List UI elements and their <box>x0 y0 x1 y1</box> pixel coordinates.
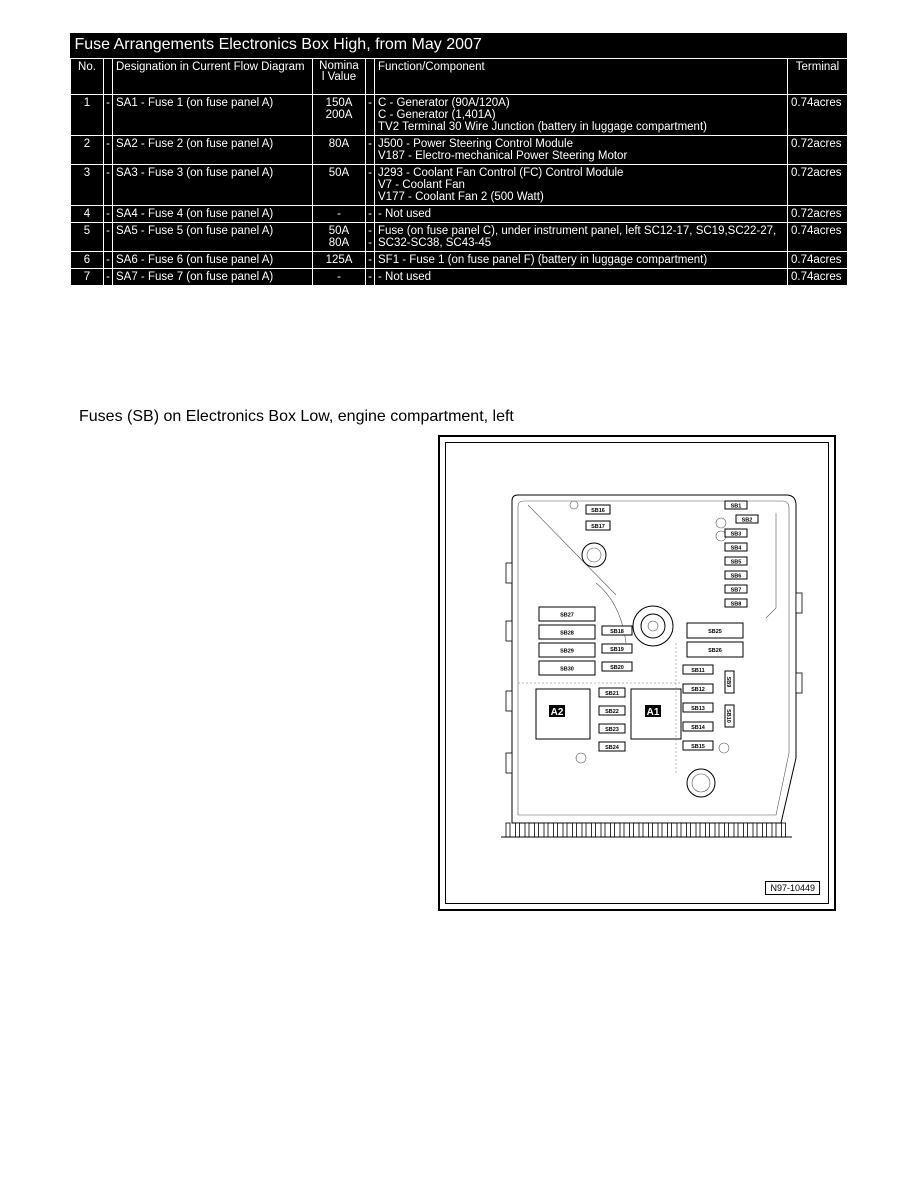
table-row <box>71 165 848 206</box>
header-terminal: Terminal <box>788 59 848 95</box>
cell-terminal: 0.72acres <box>788 165 848 206</box>
center-post-hub <box>648 621 658 631</box>
table-row <box>71 136 848 165</box>
header-spacer <box>104 59 113 95</box>
cell-function <box>375 95 788 136</box>
connector-pin <box>506 823 510 837</box>
fuse-sb9: SB9 <box>725 676 731 688</box>
cell-dash: - <box>104 95 113 136</box>
fuse-sb10: SB10 <box>725 709 731 723</box>
nominal-value-line: 150A <box>325 97 353 109</box>
connector-pin <box>554 823 558 837</box>
cell-terminal: 0.74acres <box>788 252 848 269</box>
cell-nominal-value <box>313 136 366 165</box>
center-post-inner <box>641 614 665 638</box>
connector-pin <box>611 823 615 837</box>
fuse-sb27: SB27 <box>560 612 574 619</box>
cell-no: 1 <box>71 95 104 136</box>
cell-nominal-value <box>313 269 366 286</box>
connector-pin <box>744 823 748 837</box>
small-hole <box>576 753 586 763</box>
connector-pin <box>696 823 700 837</box>
mount-hole <box>582 543 606 567</box>
cell-designation: SA5 - Fuse 5 (on fuse panel A) <box>113 223 313 252</box>
connector-pin <box>592 823 596 837</box>
function-line: V7 - Coolant Fan <box>378 179 465 191</box>
function-line: TV2 Terminal 30 Wire Junction (battery in luggage compartment) <box>378 121 707 133</box>
cell-function <box>375 223 788 252</box>
fuse-sb14: SB14 <box>691 725 705 731</box>
fuse-sb18: SB18 <box>610 629 624 635</box>
cell-no: 3 <box>71 165 104 206</box>
fuse-sb5: SB5 <box>730 559 742 566</box>
connector-pin <box>782 823 786 837</box>
function-line: Fuse (on fuse panel C), under instrument panel, left SC12-17, SC19,SC22-27, <box>378 225 777 237</box>
dash-mark: - <box>368 225 372 237</box>
cell-dash: - <box>104 269 113 286</box>
connector-pin <box>544 823 548 837</box>
function-line: SC32-SC38, SC43-45 <box>378 237 492 249</box>
connector-pin <box>582 823 586 837</box>
connector-pin <box>516 823 520 837</box>
cell-terminal: 0.72acres <box>788 136 848 165</box>
center-post <box>633 606 673 646</box>
fuse-sb20: SB20 <box>610 665 624 671</box>
connector-pin <box>763 823 767 837</box>
nominal-value-line: 200A <box>325 109 353 121</box>
fuse-sb29: SB29 <box>560 648 574 655</box>
cell-no: 7 <box>71 269 104 286</box>
connector-pin <box>725 823 729 837</box>
cell-nominal-value <box>313 165 366 206</box>
table-title: Fuse Arrangements Electronics Box High, from May 2007 <box>71 33 848 59</box>
connector-pin <box>601 823 605 837</box>
function-line: SF1 - Fuse 1 (on fuse panel F) (battery in luggage compartment) <box>378 254 708 266</box>
cell-designation: SA6 - Fuse 6 (on fuse panel A) <box>113 252 313 269</box>
dash-mark: - <box>368 208 372 220</box>
relay-a2-label: A2 <box>550 707 564 718</box>
table-row <box>71 95 848 136</box>
cell-no: 6 <box>71 252 104 269</box>
housing-tab <box>506 691 512 711</box>
fuse-sb21: SB21 <box>605 691 619 697</box>
connector-pin <box>668 823 672 837</box>
fuse-sb1: SB1 <box>730 503 742 510</box>
cell-no: 4 <box>71 206 104 223</box>
small-hole <box>570 501 578 509</box>
fuse-sb13: SB13 <box>691 706 705 712</box>
function-line: J500 - Power Steering Control Module <box>378 138 573 150</box>
function-line: V177 - Coolant Fan 2 (500 Watt) <box>378 191 544 203</box>
fuse-sb25: SB25 <box>708 629 722 635</box>
header-function: Function/Component <box>375 59 788 95</box>
table-header-row <box>71 59 848 95</box>
header-spacer <box>366 59 375 95</box>
dash-mark: - <box>368 254 372 266</box>
header-designation: Designation in Current Flow Diagram <box>113 59 313 95</box>
cell-nominal-value <box>313 206 366 223</box>
connector-pin <box>535 823 539 837</box>
dash-mark: - <box>368 167 372 179</box>
cell-nominal-value <box>313 223 366 252</box>
dash-mark: - <box>368 271 372 283</box>
cell-no: 2 <box>71 136 104 165</box>
table-row <box>71 223 848 252</box>
function-line: - Not used <box>378 271 432 283</box>
fuse-table <box>70 33 848 286</box>
cell-function <box>375 136 788 165</box>
header-nominal-line1: Nomina <box>319 60 359 72</box>
connector-pin <box>620 823 624 837</box>
cell-dash: - <box>104 136 113 165</box>
nominal-value-line: 125A <box>325 254 353 266</box>
fuse-sb17: SB17 <box>591 524 605 530</box>
table-body <box>71 95 848 286</box>
cell-designation: SA7 - Fuse 7 (on fuse panel A) <box>113 269 313 286</box>
connector-pin <box>649 823 653 837</box>
connector-pin <box>715 823 719 837</box>
cell-function <box>375 252 788 269</box>
table-row <box>71 269 848 286</box>
cell-function <box>375 269 788 286</box>
function-line: J293 - Coolant Fan Control (FC) Control Module <box>378 167 624 179</box>
nominal-value-line: 80A <box>328 138 350 150</box>
fuse-rail <box>766 513 776 618</box>
fuse-sb26: SB26 <box>708 648 722 654</box>
cell-dash: - <box>104 252 113 269</box>
cell-dash: - <box>104 206 113 223</box>
bottom-cap <box>687 769 715 797</box>
cell-dash <box>366 252 375 269</box>
cell-designation: SA1 - Fuse 1 (on fuse panel A) <box>113 95 313 136</box>
cell-no: 5 <box>71 223 104 252</box>
cell-nominal-value <box>313 252 366 269</box>
connector-pin <box>639 823 643 837</box>
cell-dash <box>366 269 375 286</box>
connector-pin <box>706 823 710 837</box>
table-row <box>71 252 848 269</box>
cell-designation: SA4 - Fuse 4 (on fuse panel A) <box>113 206 313 223</box>
connector-pin <box>772 823 776 837</box>
connector-pin <box>525 823 529 837</box>
cell-dash <box>366 165 375 206</box>
cell-dash <box>366 95 375 136</box>
nominal-value-line: 50A <box>328 167 350 179</box>
housing-tab <box>796 673 802 693</box>
fuse-box-diagram <box>446 443 832 907</box>
table-title-row <box>71 33 848 59</box>
nominal-value-line: - <box>337 208 341 220</box>
fuse-sb4: SB4 <box>730 545 742 552</box>
figure-inner-border <box>445 442 829 904</box>
small-hole <box>716 518 726 528</box>
cell-dash <box>366 136 375 165</box>
figure-id: N97-10449 <box>765 881 820 895</box>
dash-mark: - <box>368 97 372 109</box>
small-hole <box>719 743 729 753</box>
nominal-value-line: 80A <box>328 237 350 249</box>
fuse-sb2: SB2 <box>741 517 753 524</box>
connector-pin <box>677 823 681 837</box>
function-line: C - Generator (1,401A) <box>378 109 496 121</box>
cell-designation: SA3 - Fuse 3 (on fuse panel A) <box>113 165 313 206</box>
housing-tab <box>506 563 512 583</box>
fuse-sb24: SB24 <box>605 745 619 751</box>
fuse-sb22: SB22 <box>605 709 619 715</box>
fuse-sb30: SB30 <box>560 666 574 673</box>
fuse-sb3: SB3 <box>730 531 742 538</box>
fuse-sb23: SB23 <box>605 727 619 733</box>
cell-function <box>375 165 788 206</box>
dash-mark: - <box>368 138 372 150</box>
connector-pin <box>573 823 577 837</box>
function-line: - Not used <box>378 208 432 220</box>
cell-terminal: 0.74acres <box>788 269 848 286</box>
connector-pin <box>630 823 634 837</box>
fuse-sb15: SB15 <box>691 744 705 750</box>
connector-pin <box>563 823 567 837</box>
section-heading: Fuses (SB) on Electronics Box Low, engine compartment, left <box>79 408 514 425</box>
header-nominal-line2: l Value <box>321 71 357 83</box>
relay-a1-label: A1 <box>646 707 660 718</box>
fuse-table-container <box>70 33 847 286</box>
nominal-value-line: 50A <box>328 225 350 237</box>
cell-dash: - <box>104 165 113 206</box>
housing-inner-outline <box>518 501 789 815</box>
connector-pin <box>734 823 738 837</box>
fuse-sb7: SB7 <box>730 587 742 594</box>
housing-tab <box>506 621 512 641</box>
nominal-value-line: - <box>337 271 341 283</box>
bottom-cap-inner <box>692 774 710 792</box>
connector-pin <box>687 823 691 837</box>
fuse-sb8: SB8 <box>730 601 742 608</box>
cell-terminal: 0.74acres <box>788 223 848 252</box>
cell-designation: SA2 - Fuse 2 (on fuse panel A) <box>113 136 313 165</box>
fuse-box-figure <box>438 435 836 911</box>
cell-nominal-value <box>313 95 366 136</box>
connector-pin <box>658 823 662 837</box>
housing-rib <box>528 505 616 595</box>
fuse-sb16: SB16 <box>591 508 605 514</box>
cell-terminal: 0.72acres <box>788 206 848 223</box>
cell-dash <box>366 206 375 223</box>
table-row <box>71 206 848 223</box>
cell-dash: - <box>104 223 113 252</box>
fuse-sb11: SB11 <box>691 668 705 674</box>
connector-pin <box>753 823 757 837</box>
mount-hole-inner <box>587 548 601 562</box>
fuse-sb28: SB28 <box>560 630 574 637</box>
cell-function <box>375 206 788 223</box>
dash-mark: - <box>368 237 372 249</box>
housing-tab <box>796 593 802 613</box>
header-no: No. <box>71 59 104 95</box>
housing-tab <box>506 753 512 773</box>
function-line: C - Generator (90A/120A) <box>378 97 510 109</box>
cell-dash <box>366 223 375 252</box>
fuse-sb6: SB6 <box>730 573 742 580</box>
housing-outline <box>512 495 796 823</box>
fuse-sb19: SB19 <box>610 647 624 653</box>
function-line: V187 - Electro-mechanical Power Steering Motor <box>378 150 628 162</box>
cell-terminal: 0.74acres <box>788 95 848 136</box>
fuse-sb12: SB12 <box>691 687 705 693</box>
header-nominal-value <box>313 59 366 95</box>
